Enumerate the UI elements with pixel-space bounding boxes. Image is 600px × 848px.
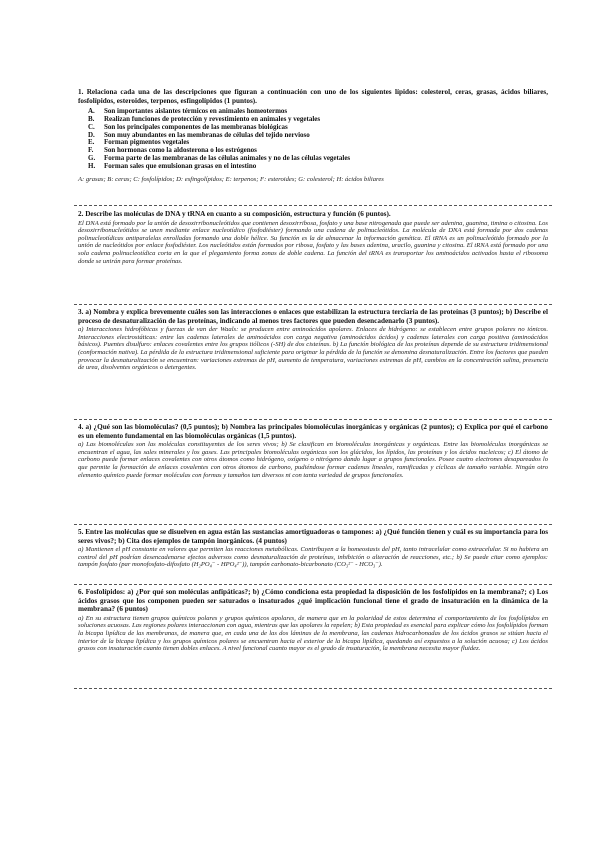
question-4: [78, 423, 548, 479]
divider: [74, 688, 552, 689]
divider: [74, 419, 552, 420]
list-item: D. Son muy abundantes en las membranas de células del tejido nervioso: [88, 130, 310, 139]
question-5: [78, 528, 548, 569]
question-3-answer: a) Interacciones hidrofóbicas y fuerzas de van der Waals: se producen entre aminoácidos apolares. Enlaces de hidrógeno: se establecen entre grupos polares no iónicos. Interacciones electrostáticas: entre las cadenas laterales de aminoácidos con carga negativa (aminoácidos ácidos) y cadenas laterales con carga positiva (aminoácidos básicos). Puentes disulfuro: enlaces covalentes entre los grupos tiólicos (-SH) de dos cisteínas. b) La función biológica de las proteínas depende de su estructura tridimensional (conformación nativa). La pérdida de la estructura tridimensional suficiente para originar la pérdida de la función se denomina desnaturalización. Entre los factores que pueden provocar la desnaturalización se encuentran: variaciones extremas de pH, aumento de temperatura, variaciones extremas de pH, cambios en la concentración salina, presencia de urea, disolventes orgánicos o detergentes.: [78, 326, 548, 372]
list-item: E. Forman pigmentos vegetales: [88, 138, 190, 147]
question-4-answer: a) Las biomoléculas son las moléculas constituyentes de los seres vivos; b) Se clasifican en biomoléculas inorgánicas y orgánicas. Entre las biomoléculas inorgánicas se encuentran el agua, las sales minerales y los gases. Las principales biomoléculas orgánicas son los glúcidos, los lípidos, las proteínas y los ácidos nucleicos; c) El átomo de carbono puede formar enlaces covalentes con otros átomos como hidrógeno, oxígeno o nitrógeno dando lugar a grupos funcionales. Posee cuatro electrones desapareados lo que permite la formación de enlaces covalentes con otros átomos de carbono, pudiéndose formar cadenas lineales, ramificadas y cíclicas de tamaño variable. Ningún otro elemento químico puede formar moléculas con formas y tamaños tan diversos ni con tanta variedad de grupos funcionales.: [78, 441, 548, 479]
question-5-answer: a) Mantienen el pH constante en valores que permiten las reacciones metabólicas. Contribuyen a la homeostasis del pH, tanto intracelular como extracelular. Si no hubiera un control del pH podrían desencadenarse efectos adversos como desnaturalización de proteínas, inhibición o alteración de reacciones, etc.; b) Se puede citar como ejemplos: tampón fosfato (par monofosfato-difosfato (H₂PO₄⁻ - HPO₄²⁻)), tampón carbonato-bicarbonato (CO₃²⁻ - HCO₃⁻).: [78, 546, 548, 569]
list-item: A. Son importantes aislantes térmicos en animales homeotermos: [88, 107, 288, 116]
question-6-title: 6. Fosfolípidos: a) ¿Por qué son moléculas anfipáticas?; b) ¿Cómo condiciona esta propiedad la disposición de los fosfolípidos en la membrana?; c) Los ácidos grasos que los componen pueden ser saturados o insaturados ¿qué implicación funcional tiene el grado de insaturación en la dinámica de la membrana? (6 puntos): [78, 588, 548, 614]
divider: [74, 584, 552, 585]
question-1: [78, 88, 548, 190]
question-2-title: 2. Describe las moléculas de DNA y tRNA en cuanto a su composición, estructura y función (6 puntos).: [78, 210, 391, 218]
question-2: [78, 210, 548, 265]
divider: [74, 524, 552, 525]
question-1-items: [78, 108, 548, 170]
question-3-title: 3. a) Nombra y explica brevemente cuáles son las interacciones o enlaces que estabilizan la estructura terciaria de las proteínas (3 puntos); b) Describe el proceso de desnaturalización de las proteínas, indicando al menos tres factores que pueden desencadenarlo (3 puntos).: [78, 308, 548, 325]
question-5-title: 5. Entre las moléculas que se disuelven en agua están las sustancias amortiguadoras o tampones: a) ¿Qué función tienen y cuál es su importancia para los seres vivos?; b) Cita dos ejemplos de tampón inorgánicos. (4 puntos): [78, 528, 548, 545]
list-item: B. Realizan funciones de protección y revestimiento en animales y vegetales: [88, 114, 321, 123]
question-3: [78, 308, 548, 372]
divider: [74, 304, 552, 305]
question-6: [78, 588, 548, 653]
question-2-answer: El DNA está formado por la unión de desoxirribonucleótidos que contienen desoxirribosa, fosfato y una base nitrogenada que puede ser adenina, guanina, timina o citosina. Los desoxirribonucleótidos se unen mediante enlace nucleotídico (fosfodiéster) formando una cadena de polinucleótidos. La molécula de DNA está formada por dos cadenas polinucleotídicas antiparalelas enrolladas formando una doble hélice. Su función es la de almacenar la información genética. El tRNA es un polinucleótido formado por la unión de nucleótidos por enlace fosfodiéster. Los nucleótidos están formados por ribosa, fosfato y las bases adenina, uracilo, guanina y citosina. El tRNA está formado por una sola cadena polinucleotídica corta en la que el plegamiento forma zonas de doble cadena. La función del tRNA es transportar los aminoácidos activados hasta el ribosoma donde se unirán para formar proteínas.: [78, 219, 548, 265]
list-item: H. Forman sales que emulsionan grasas en el intestino: [88, 161, 257, 170]
list-item: G. Forma parte de las membranas de las células animales y no de las células vegetales: [88, 153, 351, 162]
question-6-answer: a) En su estructura tienen grupos químicos polares y grupos químicos apolares, de manera que en la polaridad de estos determina el comportamiento de los fosfolípidos en soluciones acuosas. Las regiones polares interaccionan con agua, mientras que las apolares la repelen; b) Esta propiedad es esencial para explicar cómo los fosfolípidos forman la bicapa lipídica de las membranas, de manera que, en cada una de las dos láminas de la membrana, las cadenas hidrocarbonadas de los ácidos grasos se sitúan hacia el interior de la bicapa lipídica y los grupos químicos polares se encuentran hacia el exterior de la bicapa lipídica, quedando así expuestos a la solución acuosa; c) Los ácidos grasos con insaturación cuanto tienen dobles enlaces. A nivel funcional cuanto mayor es el grado de insaturación, la membrana necesita mayor fluidez.: [78, 614, 548, 653]
list-item: C. Son los principales componentes de las membranas biológicas: [88, 122, 288, 131]
question-1-answer-key: A: grasas; B: ceras; C: fosfolípidos; D: esfingolípidos; E: terpenos; F: esteroides; G: colesterol; H: ácidos biliares: [78, 175, 384, 183]
list-item: F. Son hormonas como la aldosterona o los estrógenos: [88, 146, 257, 155]
question-1-title: 1. Relaciona cada una de las descripciones que figuran a continuación con uno de los siguientes lípidos: colesterol, ceras, grasas, ácidos biliares, fosfolípidos, esteroides, terpenos, esfingolípidos (1 puntos).: [78, 88, 548, 105]
question-4-title: 4. a) ¿Qué son las biomoléculas? (0,5 puntos); b) Nombra las principales biomoléculas inorgánicas y orgánicas (2 puntos); c) Explica por qué el carbono es un elemento fundamental en las biomoléculas orgánicas (1,5 puntos).: [78, 423, 548, 440]
divider: [74, 205, 552, 206]
